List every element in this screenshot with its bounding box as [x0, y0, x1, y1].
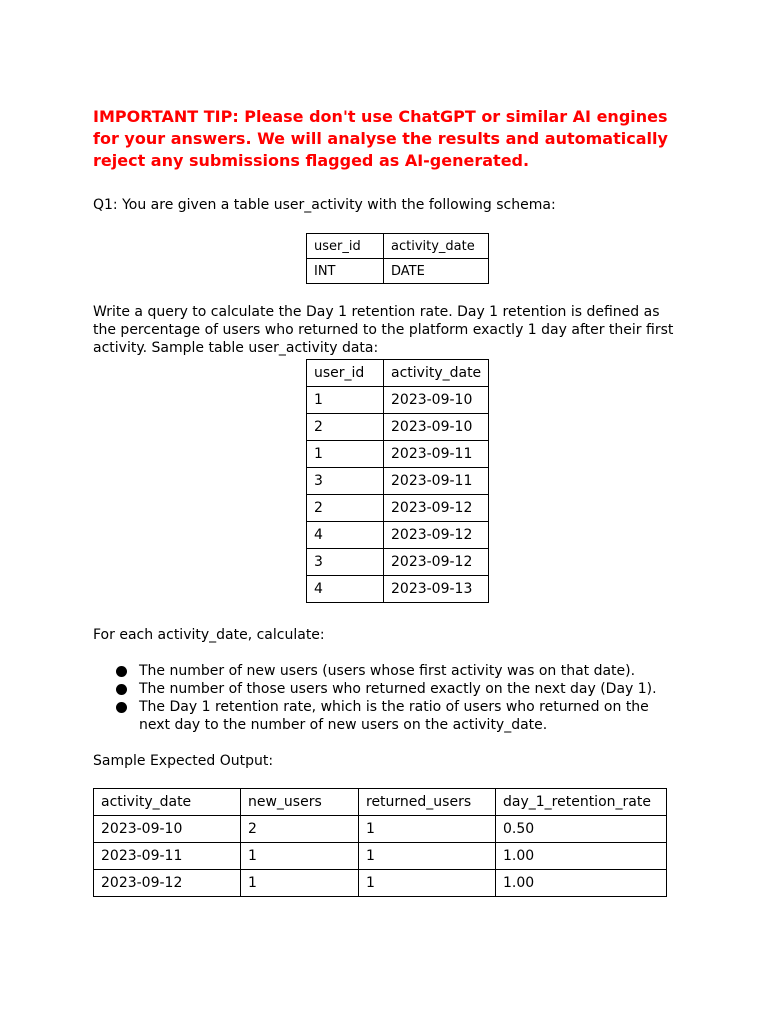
table-header-cell: activity_date	[384, 360, 489, 387]
q1-intro: Q1: You are given a table user_activity with the following schema:	[93, 197, 556, 213]
schema-type-row	[307, 259, 489, 284]
table-cell: 3	[307, 549, 384, 576]
table-cell: 1	[307, 387, 384, 414]
table-row	[94, 843, 667, 870]
table-cell: 1	[359, 843, 496, 870]
table-header-row	[94, 789, 667, 816]
list-item-text: The number of those users who returned exactly on the next day (Day 1).	[139, 681, 657, 697]
table-cell: 2	[241, 816, 359, 843]
list-item	[114, 698, 674, 734]
bullet-icon	[116, 666, 127, 677]
schema-header-cell: user_id	[307, 234, 384, 259]
task-description: Write a query to calculate the Day 1 retention rate. Day 1 retention is defined as the percentage of users who returned to the platform exactly 1 day after their first activity. Sample table user_activity data:	[93, 304, 674, 356]
table-row	[307, 576, 489, 603]
table-cell: 2023-09-11	[384, 468, 489, 495]
requirements-list	[114, 662, 674, 734]
table-row	[94, 870, 667, 897]
table-row	[307, 549, 489, 576]
table-header-cell: activity_date	[94, 789, 241, 816]
table-header-cell: returned_users	[359, 789, 496, 816]
table-cell: 2023-09-12	[384, 522, 489, 549]
table-row	[307, 414, 489, 441]
table-cell: 2023-09-10	[94, 816, 241, 843]
table-cell: 2023-09-13	[384, 576, 489, 603]
table-row	[307, 495, 489, 522]
table-cell: 2023-09-12	[384, 495, 489, 522]
table-cell: 2023-09-10	[384, 414, 489, 441]
table-cell: 2023-09-11	[94, 843, 241, 870]
table-cell: 1.00	[496, 843, 667, 870]
table-cell: 2023-09-10	[384, 387, 489, 414]
important-tip: IMPORTANT TIP: Please don't use ChatGPT or similar AI engines for your answers. We will analyse the results and automatically reject any submissions flagged as AI-generated.	[93, 107, 668, 170]
list-item	[114, 662, 674, 680]
table-cell: 0.50	[496, 816, 667, 843]
table-cell: 2	[307, 495, 384, 522]
table-cell: 2023-09-12	[384, 549, 489, 576]
table-header-cell: day_1_retention_rate	[496, 789, 667, 816]
table-cell: 2	[307, 414, 384, 441]
table-cell: 3	[307, 468, 384, 495]
table-row	[307, 441, 489, 468]
bullet-icon	[116, 684, 127, 695]
table-cell: 1	[241, 843, 359, 870]
list-item	[114, 680, 674, 698]
table-header-row	[307, 360, 489, 387]
table-cell: 2023-09-12	[94, 870, 241, 897]
table-row	[307, 522, 489, 549]
table-header-cell: new_users	[241, 789, 359, 816]
table-row	[307, 468, 489, 495]
table-cell: 4	[307, 576, 384, 603]
table-row	[94, 816, 667, 843]
schema-header-cell: activity_date	[384, 234, 489, 259]
list-item-text: The number of new users (users whose first activity was on that date).	[139, 663, 636, 679]
table-row	[307, 387, 489, 414]
table-cell: 2023-09-11	[384, 441, 489, 468]
table-cell: 1	[241, 870, 359, 897]
schema-table	[306, 233, 489, 284]
output-label: Sample Expected Output:	[93, 753, 274, 769]
schema-type-cell: DATE	[384, 259, 489, 284]
schema-type-cell: INT	[307, 259, 384, 284]
table-cell: 1	[307, 441, 384, 468]
table-cell: 1	[359, 870, 496, 897]
table-cell: 1	[359, 816, 496, 843]
calc-intro: For each activity_date, calculate:	[93, 627, 325, 643]
table-cell: 1.00	[496, 870, 667, 897]
list-item-text: The Day 1 retention rate, which is the ratio of users who returned on the next day to the number of new users on the activity_date.	[139, 699, 649, 733]
schema-header-row	[307, 234, 489, 259]
bullet-icon	[116, 702, 127, 713]
sample-data-table	[306, 359, 489, 603]
table-cell: 4	[307, 522, 384, 549]
table-header-cell: user_id	[307, 360, 384, 387]
expected-output-table	[93, 788, 667, 897]
